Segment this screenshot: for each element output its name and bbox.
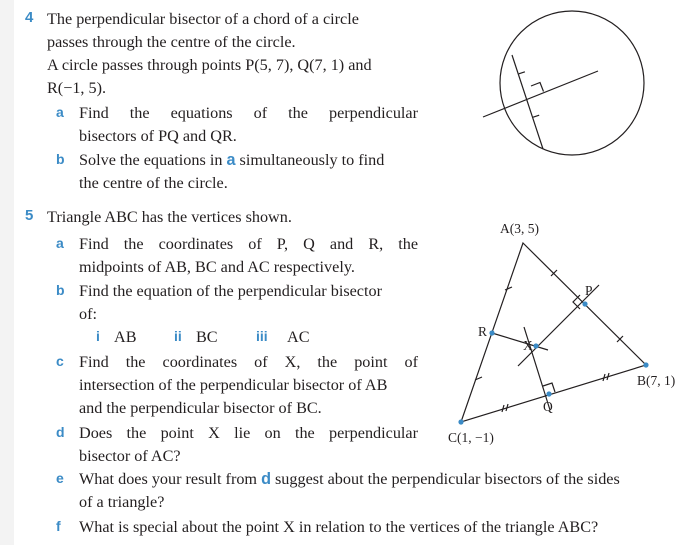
q5-part-a-label: a (56, 235, 64, 251)
perp-bisector-ac (492, 333, 548, 350)
q5-part-b-i-label: i (96, 328, 100, 344)
triangle-abc (461, 243, 646, 422)
q5-part-c-line-3: and the perpendicular bisector of BC. (79, 399, 322, 417)
point-q (546, 391, 551, 396)
tick-ar-1 (505, 287, 512, 290)
q5-part-e-label: e (56, 470, 64, 486)
q5-part-f-label: f (56, 518, 61, 534)
q4-part-a-line-1: Find the equations of the perpendicular (79, 104, 418, 122)
q5-part-d-line-2: bisector of AC? (79, 447, 181, 465)
q5-part-e-line-1: What does your result from d suggest about the perpendicular bisectors of the sides (79, 470, 620, 488)
q5-part-e-line-2: of a triangle? (79, 493, 165, 511)
q5-part-b-i-text: AB (114, 328, 137, 346)
label-b: B(7, 1) (637, 373, 676, 388)
point-x (533, 343, 538, 348)
q4-text-line-2: passes through the centre of the circle. (47, 33, 296, 51)
q5-part-e-ref-d: d (261, 470, 271, 488)
point-c (458, 419, 463, 424)
label-c: C(1, −1) (448, 430, 494, 445)
label-p: P (585, 283, 593, 298)
q5-part-d-line-1: Does the point X lie on the perpendicular (79, 424, 418, 442)
label-x: X (523, 338, 533, 353)
q5-part-b-ii-text: BC (196, 328, 218, 346)
right-angle-marker (531, 83, 544, 92)
q4-text-line-4: R(−1, 5). (47, 79, 107, 97)
q4-text-line-3: A circle passes through points P(5, 7), Q(7, 1) and (47, 56, 372, 74)
q5-part-b-iii-text: AC (287, 328, 310, 346)
q4-part-b-line-1: Solve the equations in a simultaneously to find (79, 151, 385, 169)
q5-part-b-iii-label: iii (256, 328, 268, 344)
chord-tick-2 (533, 115, 539, 117)
q5-part-b-ii-label: ii (174, 328, 182, 344)
point-p (582, 301, 587, 306)
point-r (489, 330, 494, 335)
label-r: R (478, 324, 488, 339)
q4-part-a-label: a (56, 104, 64, 120)
chord-tick-1 (519, 72, 525, 74)
q5-part-b-line-2: of: (79, 305, 97, 323)
q5-part-c-line-1: Find the coordinates of X, the point of (79, 353, 418, 371)
triangle-diagram (461, 243, 646, 422)
q5-part-b-line-1: Find the equation of the perpendicular bisector (79, 282, 382, 300)
q4-part-b-line-2: the centre of the circle. (79, 174, 228, 192)
q5-part-a-line-2: midpoints of AB, BC and AC respectively. (79, 258, 355, 276)
right-angle-marker-q (543, 383, 555, 392)
q5-intro: Triangle ABC has the vertices shown. (47, 208, 292, 226)
q4-text-line-1: The perpendicular bisector of a chord of a circle (47, 10, 359, 28)
q5-part-f-line-1: What is special about the point X in relation to the vertices of the triangle ABC? (79, 518, 599, 536)
point-b (643, 362, 648, 367)
q5-part-a-line-1: Find the coordinates of P, Q and R, the (79, 235, 418, 253)
label-a: A(3, 5) (500, 221, 539, 236)
q5-part-b-label: b (56, 282, 65, 298)
question-number-4: 4 (25, 9, 34, 26)
q4-part-b-label: b (56, 151, 65, 167)
question-number-5: 5 (25, 207, 34, 224)
circle-chord-diagram (483, 11, 644, 155)
q5-part-d-label: d (56, 424, 65, 440)
q5-part-c-label: c (56, 353, 64, 369)
q4-part-a-line-2: bisectors of PQ and QR. (79, 127, 237, 145)
q4-part-b-ref-a: a (226, 151, 236, 169)
q5-part-c-line-2: intersection of the perpendicular bisector of AB (79, 376, 388, 394)
label-q: Q (543, 399, 553, 414)
chord (512, 55, 543, 149)
